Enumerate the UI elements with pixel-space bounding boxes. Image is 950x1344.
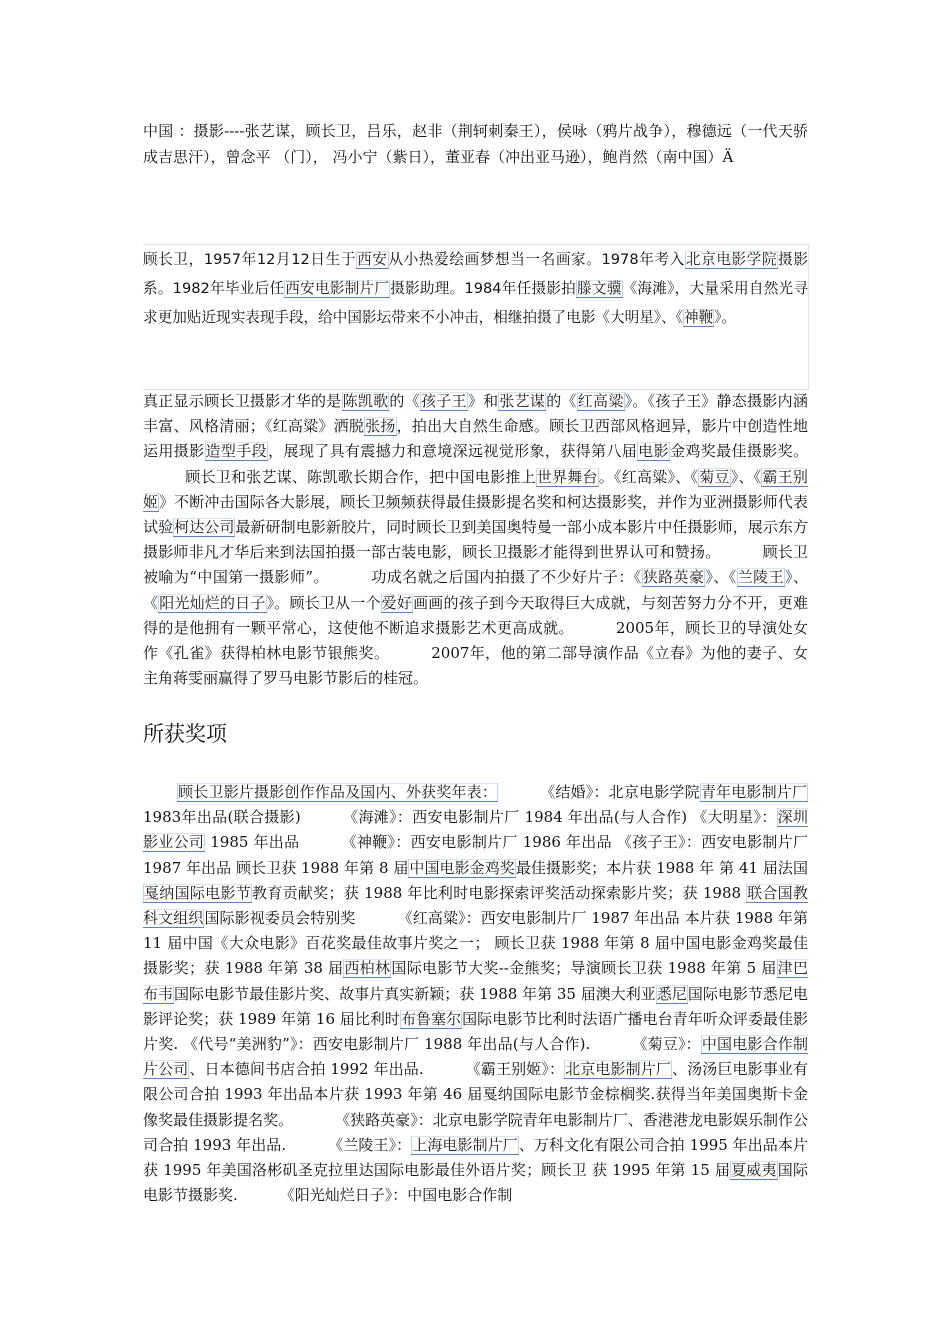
- encyclopedia-link[interactable]: 中国电影合作制片公司: [143, 1035, 808, 1079]
- text-run: ，拍出大自然生命感。顾长卫西部风格迥异，影片中创造性地运用摄影: [143, 417, 808, 461]
- text-run: 《海滩》，大量采用自然光寻求更加贴近现实表现手段，给中国影坛带来不小冲击，相继拍摄了电影《大明星》、《: [143, 280, 808, 326]
- encyclopedia-link[interactable]: 滕文骥: [577, 280, 622, 297]
- awards-heading: 所获奖项: [143, 722, 227, 746]
- encyclopedia-link[interactable]: 北京电影制片厂: [565, 1060, 671, 1079]
- text-run: 》不断冲击国际各大影展，顾长卫频频获得最佳摄影提名奖和柯达摄影奖，并作为亚洲摄影师代表试验: [143, 492, 808, 537]
- text-run: 的《: [546, 392, 577, 410]
- text-run: 《结婚》：北京电影学院: [540, 783, 700, 801]
- text-run: 真正显示顾长卫摄影才华的是: [143, 392, 342, 410]
- encyclopedia-link[interactable]: 西安: [357, 251, 388, 268]
- encyclopedia-link[interactable]: 爱好: [381, 593, 413, 612]
- text-run: 《狭路英豪》：北京电影学院青年电影制片厂、香港港龙电影娱乐制作公司合拍 1993 年出品.: [143, 1110, 808, 1154]
- text-run: 顾长卫，1957年12月12日生于: [143, 251, 357, 268]
- text-run: 《海滩》：西安电影制片厂 1984 年出品(与人合作) 《大明星》：: [342, 808, 777, 827]
- text-run: 顾长卫和张艺谋、陈凯歌长期合作，把中国电影推上: [185, 467, 536, 486]
- encyclopedia-link[interactable]: 狭路英豪: [642, 568, 705, 587]
- encyclopedia-link[interactable]: 张艺谋: [499, 392, 546, 410]
- encyclopedia-link[interactable]: 上海电影制片厂: [412, 1135, 518, 1154]
- encyclopedia-link[interactable]: 中国电影金鸡奖: [409, 858, 515, 877]
- text-run: 《霸王别姬》：: [465, 1060, 565, 1079]
- encyclopedia-link[interactable]: 联合国教科文组织: [143, 883, 808, 928]
- text-run: 从小热爱绘画梦想当一名画家。1978年考入: [388, 251, 685, 268]
- encyclopedia-link[interactable]: 西柏林: [344, 959, 391, 978]
- text-run: 国际电影节大奖--金熊奖；导演顾长卫获 1988 年第 5 届: [391, 959, 777, 978]
- encyclopedia-link[interactable]: 夏威夷: [731, 1161, 777, 1180]
- encyclopedia-link[interactable]: 青年电影制片厂: [700, 783, 807, 801]
- text-run: 》、《: [730, 467, 762, 486]
- career-paragraph: [143, 389, 808, 691]
- encyclopedia-link[interactable]: 电影: [638, 442, 669, 461]
- encyclopedia-link[interactable]: 西安电影制片厂: [285, 280, 390, 297]
- encyclopedia-link[interactable]: 布鲁塞尔: [400, 1009, 462, 1028]
- bio-paragraph: [143, 244, 809, 390]
- encyclopedia-link[interactable]: 柯达公司: [174, 518, 235, 537]
- text-run: 。《红高粱》、《: [598, 467, 699, 486]
- text-run: 2005年，顾长卫的导演处女作《孔雀》获得柏林电影节银熊奖。: [143, 618, 808, 663]
- encyclopedia-link[interactable]: 世界舞台: [536, 467, 598, 486]
- encyclopedia-link[interactable]: 深圳影业公司: [143, 808, 808, 852]
- text-run: 功成名就之后国内拍摄了不少好片子：《: [370, 568, 642, 587]
- encyclopedia-link[interactable]: 菊豆: [699, 467, 730, 486]
- text-run: 》和: [467, 392, 499, 410]
- text-run: 2007年，他的第二部导演作品《立春》为他的妻子、女主角蒋雯丽赢得了罗马电影节影后的桂冠。: [143, 644, 808, 688]
- encyclopedia-link[interactable]: 霸王别姬: [143, 467, 808, 511]
- text-run: 金鸡奖最佳摄影奖。: [669, 442, 808, 461]
- intro-paragraph: 中国 ：摄影----张艺谋，顾长卫，吕乐，赵非（荆轲刺秦王），侯咏（鸦片战争），穆德远（一代天骄成吉思汗），曾念平 （门）， 冯小宁（紫日），董亚春（冲出亚马逊），鲍肖然（南中国）Ä: [143, 122, 808, 166]
- text-run: 国际影视委员会特别奖: [204, 909, 356, 928]
- encyclopedia-link[interactable]: 顾长卫影片摄影创作作品及国内、外获奖年表：: [178, 783, 498, 801]
- text-run: 国际电影节比利时法语广播电台青年听众评委最佳影片奖. 《代号“美洲豹”》：西安电影制片厂 1988 年出品(与人合作).: [143, 1009, 808, 1054]
- text-run: 》、《: [143, 568, 808, 612]
- text-run: 最佳摄影奖；本片获 1988 年 第 41 届法国: [515, 858, 808, 877]
- text-run: 摄影系。1982年毕业后任: [143, 251, 808, 297]
- text-run: 《兰陵王》：: [328, 1135, 412, 1154]
- encyclopedia-link[interactable]: 红高粱: [577, 392, 624, 410]
- encyclopedia-link[interactable]: 津巴布韦: [143, 959, 808, 1003]
- text-run: 》、《: [705, 568, 737, 587]
- encyclopedia-link[interactable]: 张扬: [365, 417, 396, 436]
- text-run: 教育贡献奖；获 1988 年比利时电影探索评奖活动探索影片奖；获 1988: [252, 883, 747, 902]
- text-run: 《神鞭》：西安电影制片厂 1986 年出品 《孩子王》：西安电影制片厂 1987 年出品 顾长卫获 1988 年第 8 届: [143, 833, 808, 877]
- encyclopedia-link[interactable]: 悉尼: [656, 984, 687, 1003]
- encyclopedia-link[interactable]: 造型手段: [205, 442, 268, 461]
- encyclopedia-link[interactable]: 阳光灿烂的日子: [159, 593, 266, 612]
- text-run: 的《: [389, 392, 420, 410]
- text-run: 国际电影节摄影奖.: [143, 1161, 808, 1205]
- text-run: 《红高粱》：西安电影制片厂 1987 年出品 本片获 1988 年第 11 届中国《大众电影》百花奖最佳故事片奖之一； 顾长卫获 1988 年第 8 届中国电影金鸡奖最佳摄影奖；获 1988 年第 38 届: [143, 909, 808, 978]
- text-run: 1983年出品(联合摄影): [143, 808, 301, 827]
- text-run: 1985 年出品: [205, 833, 300, 852]
- text-run: 顾长卫被喻为“中国第一摄影师”。: [143, 543, 808, 587]
- encyclopedia-link[interactable]: 戛纳国际电影节: [144, 883, 252, 902]
- text-run: 、汤汤巨电影事业有限公司合拍 1993 年出品本片获 1993 年第 46 届戛纳国际电影节金棕榈奖.获得当年美国奥斯卡金像奖最佳摄影提名奖。: [143, 1060, 808, 1129]
- text-run: ，展现了具有震撼力和意境深远视觉形象，获得第八届: [268, 442, 638, 461]
- text-run: 摄影助理。1984年任摄影拍: [390, 280, 577, 297]
- text-run: 国际电影节悉尼电影评论奖；获 1989 年第 16 届比利时: [143, 984, 808, 1028]
- text-run: 《菊豆》：: [632, 1035, 701, 1054]
- text-run: 、万科文化有限公司合拍 1995 年出品本片获 1995 年美国洛彬矶圣克拉里达国际电影最佳外语片奖；顾长卫 获 1995 年第 15 届: [143, 1135, 808, 1180]
- text-run: 最新研制电影新胶片，同时顾长卫到美国奥特曼一部小成本影片中任摄影师，展示东方摄影师非凡才华后来到法国拍摄一部古装电影，顾长卫摄影才能得到世界认可和赞扬。: [143, 518, 808, 562]
- encyclopedia-link[interactable]: 兰陵王: [737, 568, 785, 587]
- text-run: 》。: [714, 309, 737, 326]
- encyclopedia-link[interactable]: 孩子王: [420, 392, 467, 410]
- text-run: 》。《孩子王》静态摄影内涵丰富、风格清丽；《红高粱》洒脱: [143, 392, 808, 436]
- text-run: 《阳光灿烂日子》：中国电影合作制: [279, 1186, 513, 1205]
- awards-paragraph: [143, 780, 808, 1208]
- text-run: 、日本德间书店合拍 1992 年出品.: [189, 1060, 424, 1079]
- encyclopedia-link[interactable]: 北京电影学院: [685, 251, 778, 268]
- text-run: 》。顾长卫从一个: [266, 593, 381, 612]
- encyclopedia-link[interactable]: 神鞭: [683, 309, 714, 326]
- text-run: 画画的孩子到今天取得巨大成就，与刻苦努力分不开，更难得的是他拥有一颗平常心，这使他不断追求摄影艺术更高成就。: [143, 593, 808, 637]
- text-run: 国际电影节最佳影片奖、故事片真实新颖；获 1988 年第 35 届澳大利亚: [174, 984, 656, 1003]
- encyclopedia-link[interactable]: 陈凯歌: [342, 392, 389, 410]
